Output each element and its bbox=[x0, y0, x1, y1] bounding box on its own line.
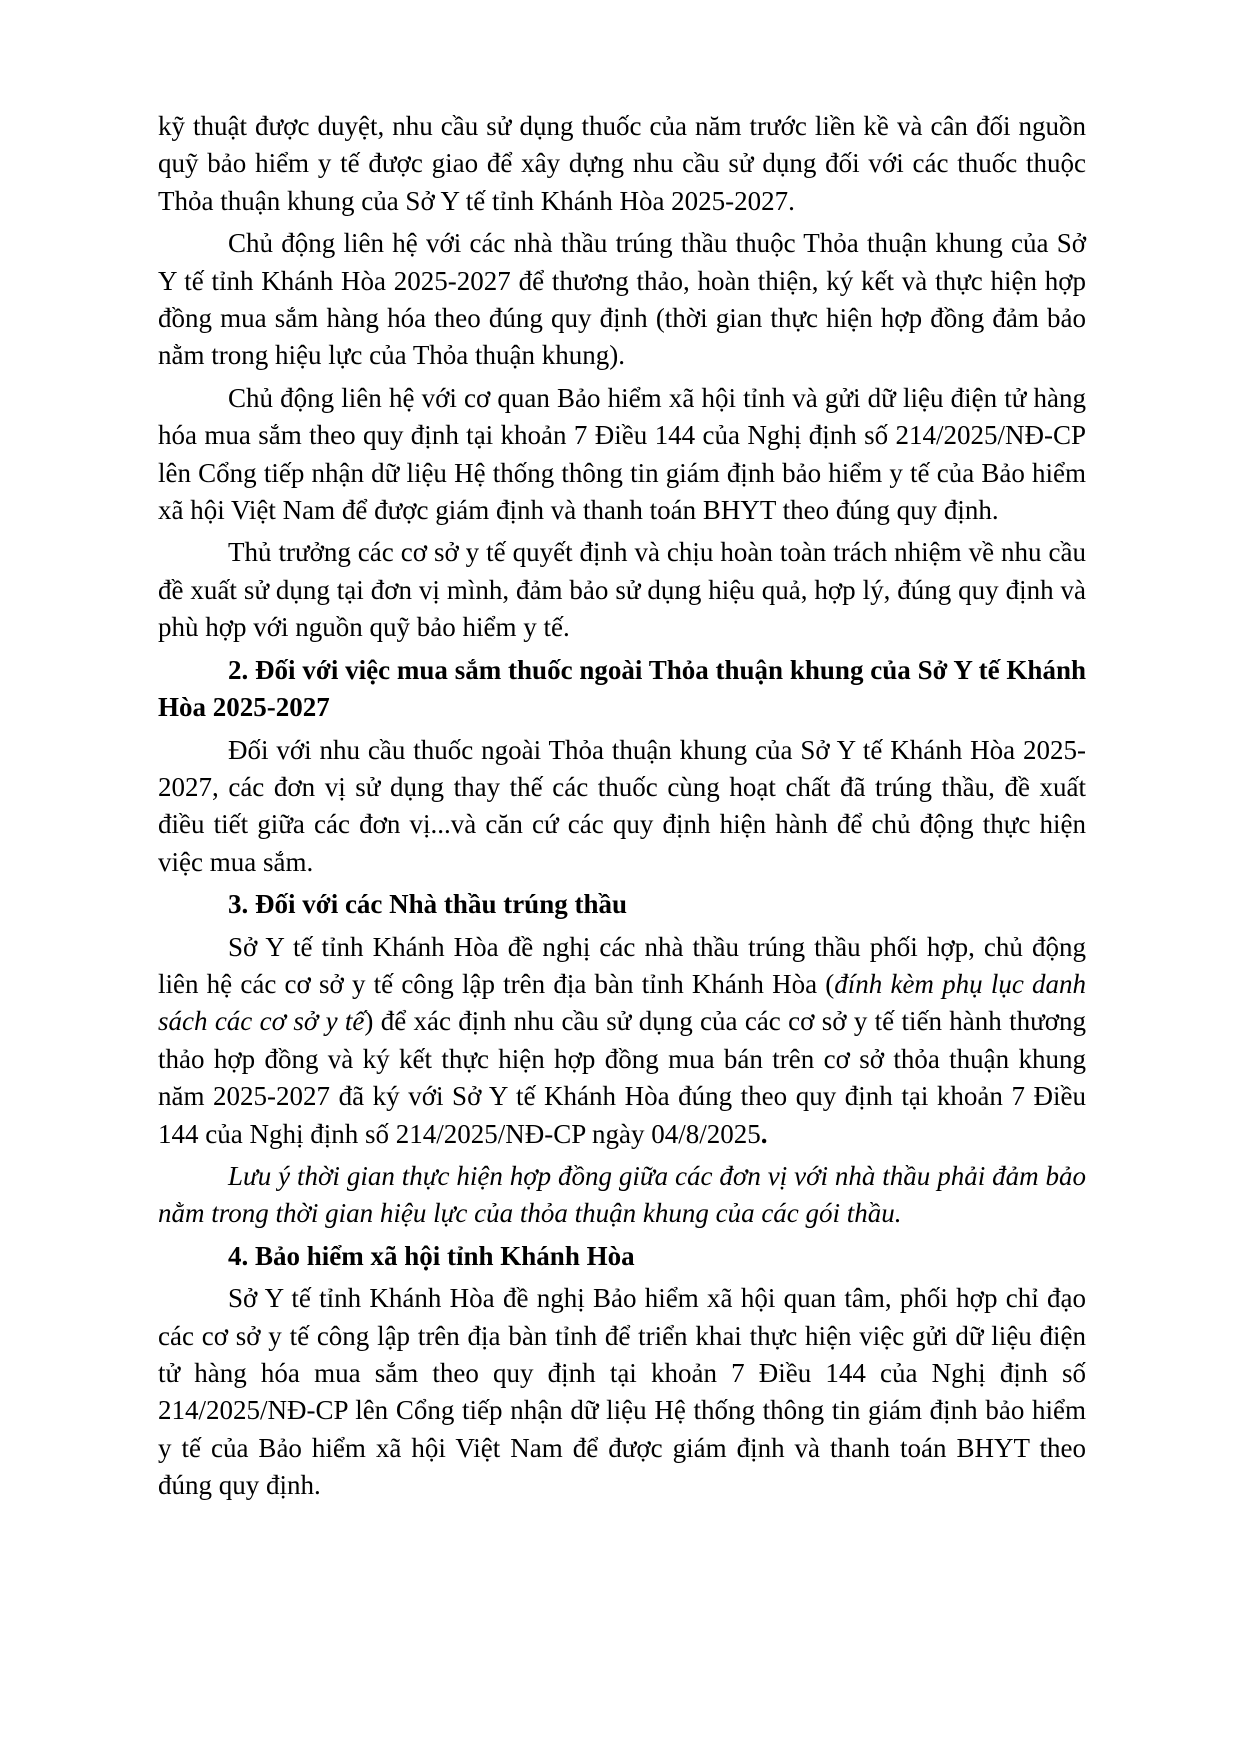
section-3-body-text-start: Sở Y tế tỉnh Khánh Hòa đề nghị các nhà thầu trúng thầu phối hợp, chủ động liên hệ các cơ sở y tế công lập trên địa bàn tỉnh Khánh Hòa ( bbox=[158, 931, 1086, 999]
document-page bbox=[158, 108, 1086, 1505]
section-3-body-text-end: ) để xác định nhu cầu sử dụng của các cơ sở y tế tiến hành thương thảo hợp đồng và ký kết thực hiện hợp đồng mua bán trên cơ sở thỏa thuận khung năm 2025-2027 đã ký với Sở Y tế Khánh Hòa đúng theo quy định tại khoản 7 Điều 144 của Nghị định số 214/2025/NĐ-CP ngày 04/8/2025 bbox=[158, 1006, 1086, 1149]
paragraph-continuation: kỹ thuật được duyệt, nhu cầu sử dụng thuốc của năm trước liền kề và cân đối nguồn quỹ bảo hiểm y tế được giao để xây dựng nhu cầu sử dụng đối với các thuốc thuộc Thỏa thuận khung của Sở Y tế tỉnh Khánh Hòa 2025-2027. bbox=[158, 111, 1086, 216]
section-3-body bbox=[158, 929, 1086, 1153]
section-2-body: Đối với nhu cầu thuốc ngoài Thỏa thuận khung của Sở Y tế Khánh Hòa 2025-2027, các đơn vị sử dụng thay thế các thuốc cùng hoạt chất đã trúng thầu, đề xuất điều tiết giữa các đơn vị...và căn cứ các quy định hiện hành để chủ động thực hiện việc mua sắm. bbox=[158, 734, 1086, 877]
attachment-reference: đính kèm phụ lục danh sách các cơ sở y tế bbox=[158, 968, 1086, 1037]
section-4-heading: 4. Bảo hiểm xã hội tỉnh Khánh Hòa bbox=[228, 1240, 635, 1271]
section-3-body-period: . bbox=[760, 1118, 768, 1149]
paragraph-contact-contractors: Chủ động liên hệ với các nhà thầu trúng thầu thuộc Thỏa thuận khung của Sở Y tế tỉnh Khánh Hòa 2025-2027 để thương thảo, hoàn thiện, ký kết và thực hiện hợp đồng mua sắm hàng hóa theo đúng quy định (thời gian thực hiện hợp đồng đảm bảo nằm trong hiệu lực của Thỏa thuận khung). bbox=[158, 228, 1086, 371]
paragraph-head-responsibility: Thủ trưởng các cơ sở y tế quyết định và chịu hoàn toàn trách nhiệm về nhu cầu đề xuất sử dụng tại đơn vị mình, đảm bảo sử dụng hiệu quả, hợp lý, đúng quy định và phù hợp với nguồn quỹ bảo hiểm y tế. bbox=[158, 537, 1086, 643]
section-2-heading: 2. Đối với việc mua sắm thuốc ngoài Thỏa thuận khung của Sở Y tế Khánh Hòa 2025-2027 bbox=[158, 654, 1086, 723]
paragraph-contact-social-insurance: Chủ động liên hệ với cơ quan Bảo hiểm xã hội tỉnh và gửi dữ liệu điện tử hàng hóa mua sắm theo quy định tại khoản 7 Điều 144 của Nghị định số 214/2025/NĐ-CP lên Cổng tiếp nhận dữ liệu Hệ thống thông tin giám định bảo hiểm y tế của Bảo hiểm xã hội Việt Nam để được giám định và thanh toán BHYT theo đúng quy định. bbox=[158, 382, 1086, 526]
section-3-heading: 3. Đối với các Nhà thầu trúng thầu bbox=[228, 889, 627, 920]
section-4-body: Sở Y tế tỉnh Khánh Hòa đề nghị Bảo hiểm xã hội quan tâm, phối hợp chỉ đạo các cơ sở y tế công lập trên địa bàn tỉnh để triển khai thực hiện việc gửi dữ liệu điện tử hàng hóa mua sắm theo quy định tại khoản 7 Điều 144 của Nghị định số 214/2025/NĐ-CP lên Cổng tiếp nhận dữ liệu Hệ thống thông tin giám định bảo hiểm y tế của Bảo hiểm xã hội Việt Nam để được giám định và thanh toán BHYT theo đúng quy định. bbox=[158, 1283, 1086, 1501]
section-3-note: Lưu ý thời gian thực hiện hợp đồng giữa các đơn vị với nhà thầu phải đảm bảo nằm trong thời gian hiệu lực của thỏa thuận khung của các gói thầu. bbox=[158, 1160, 1086, 1229]
